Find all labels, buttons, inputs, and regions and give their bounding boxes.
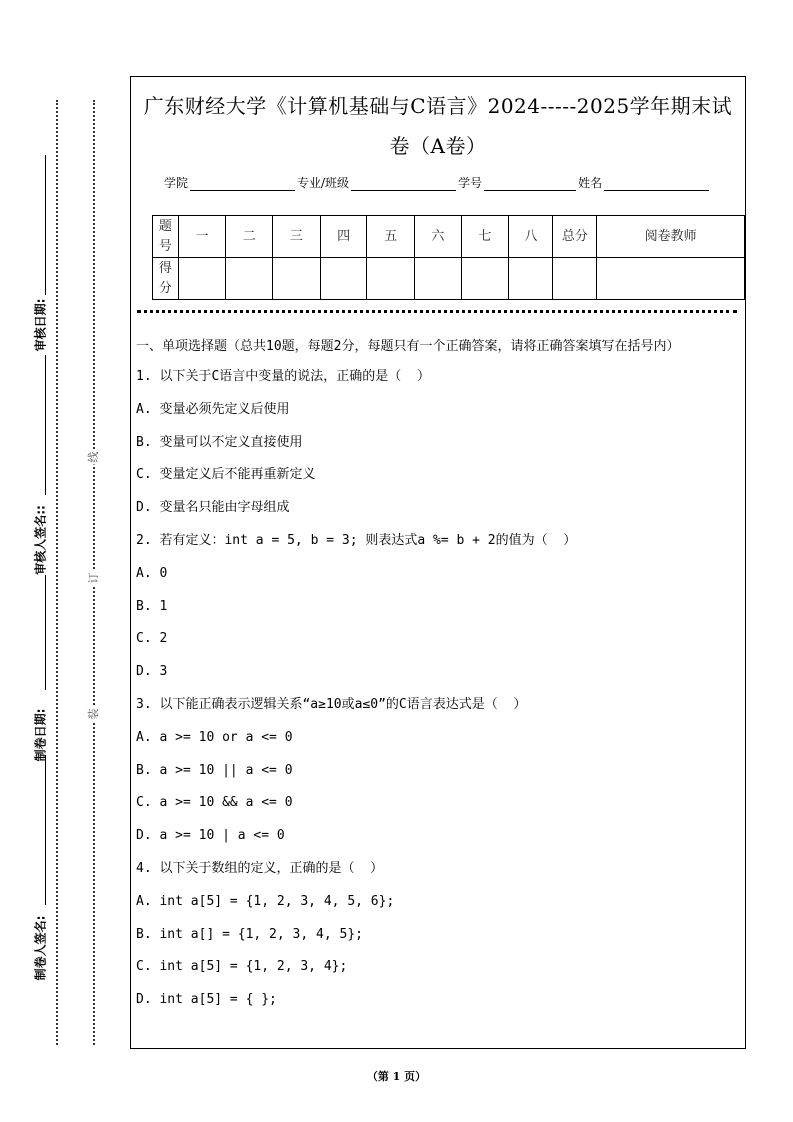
prepare-date-label: 制卷日期:: [33, 708, 48, 762]
exam-title-line2: 卷（A卷）: [389, 134, 487, 158]
answer-option: A. int a[5] = {1, 2, 3, 4, 5, 6};: [136, 893, 395, 909]
exam-title: 广东财经大学《计算机基础与C语言》2024-----2025学年期末试: [143, 94, 733, 118]
header-cell: 阅卷教师: [597, 216, 745, 258]
section-heading: 一、单项选择题（总共10题，每题2分，每题只有一个正确答案，请将正确答案填写在括号内）: [136, 339, 680, 354]
binding-dotted-line-outer: [56, 100, 58, 1045]
major-class-label: 专业/班级: [297, 176, 350, 190]
header-cell: 六: [415, 216, 462, 258]
question-stem: 1. 以下关于C语言中变量的说法，正确的是（ ）: [136, 369, 430, 384]
score-row-label: 得分: [153, 258, 179, 300]
header-cell: 题号: [153, 216, 179, 258]
header-cell: 八: [509, 216, 553, 258]
answer-option: D. int a[5] = { };: [136, 992, 277, 1008]
header-cell: 三: [273, 216, 321, 258]
header-cell: 七: [461, 216, 509, 258]
answer-option: C. a >= 10 && a <= 0: [136, 795, 293, 811]
name-label: 姓名: [578, 176, 603, 190]
answer-option: C. int a[5] = {1, 2, 3, 4};: [136, 959, 348, 975]
answer-option: A. 变量必须先定义后使用: [136, 401, 290, 417]
header-cell: 一: [178, 216, 226, 258]
binding-mark-ding: 订: [87, 572, 100, 584]
header-cell: 总分: [553, 216, 597, 258]
answer-option: A. a >= 10 or a <= 0: [136, 729, 293, 745]
score-table-header-row: [153, 216, 745, 258]
name-field[interactable]: [604, 178, 709, 191]
score-table-score-row: [153, 258, 745, 300]
answer-option: B. 变量可以不定义直接使用: [136, 434, 303, 450]
student-info-row: [164, 174, 711, 191]
signature-underline: [45, 755, 46, 905]
signature-underline: [45, 355, 46, 495]
answer-option: B. 1: [136, 598, 168, 614]
college-field[interactable]: [190, 178, 295, 191]
score-cell[interactable]: [415, 258, 462, 300]
answer-option: C. 变量定义后不能再重新定义: [136, 467, 316, 483]
answer-option: C. 2: [136, 631, 168, 647]
binding-mark-xian: 线: [87, 451, 100, 463]
score-cell[interactable]: [461, 258, 509, 300]
question-stem: 2. 若有定义：int a = 5, b = 3; 则表达式a %= b + 2的值为（ ）: [136, 532, 577, 548]
page-number: （第 1 页）: [366, 1070, 427, 1083]
score-cell[interactable]: [320, 258, 367, 300]
college-label: 学院: [164, 176, 189, 190]
answer-option: D. a >= 10 | a <= 0: [136, 828, 285, 844]
header-cell: 五: [367, 216, 415, 258]
score-cell[interactable]: [273, 258, 321, 300]
header-cell: 二: [226, 216, 273, 258]
preparer-signature-label: 制卷人签名:: [33, 915, 48, 981]
score-cell[interactable]: [597, 258, 745, 300]
score-cell[interactable]: [226, 258, 273, 300]
exam-frame: [130, 76, 746, 1049]
score-cell[interactable]: [178, 258, 226, 300]
reviewer-signature-label: 审核人签名::: [33, 505, 48, 575]
answer-option: A. 0: [136, 565, 168, 581]
question-stem: 4. 以下关于数组的定义，正确的是（ ）: [136, 860, 384, 876]
score-cell[interactable]: [509, 258, 553, 300]
question-list: [136, 361, 741, 1017]
binding-mark-zhuang: 装: [87, 708, 100, 720]
major-class-field[interactable]: [351, 178, 456, 191]
student-id-label: 学号: [458, 176, 483, 190]
review-date-label: 审核日期:: [33, 298, 48, 352]
score-table: [152, 215, 745, 300]
answer-option: B. int a[] = {1, 2, 3, 4, 5};: [136, 926, 363, 942]
answer-option: B. a >= 10 || a <= 0: [136, 762, 293, 778]
separator-dotted-line: [137, 310, 737, 313]
answer-option: D. 3: [136, 664, 168, 680]
signature-underline: [45, 575, 46, 690]
student-id-field[interactable]: [484, 178, 576, 191]
signature-underline: [45, 155, 46, 295]
question-stem: 3. 以下能正确表示逻辑关系“a≥10或a≤0”的C语言表达式是（ ）: [136, 696, 527, 712]
header-cell: 四: [320, 216, 367, 258]
score-cell[interactable]: [553, 258, 597, 300]
answer-option: D. 变量名只能由字母组成: [136, 500, 290, 516]
question-section: [136, 333, 741, 1017]
score-cell[interactable]: [367, 258, 415, 300]
